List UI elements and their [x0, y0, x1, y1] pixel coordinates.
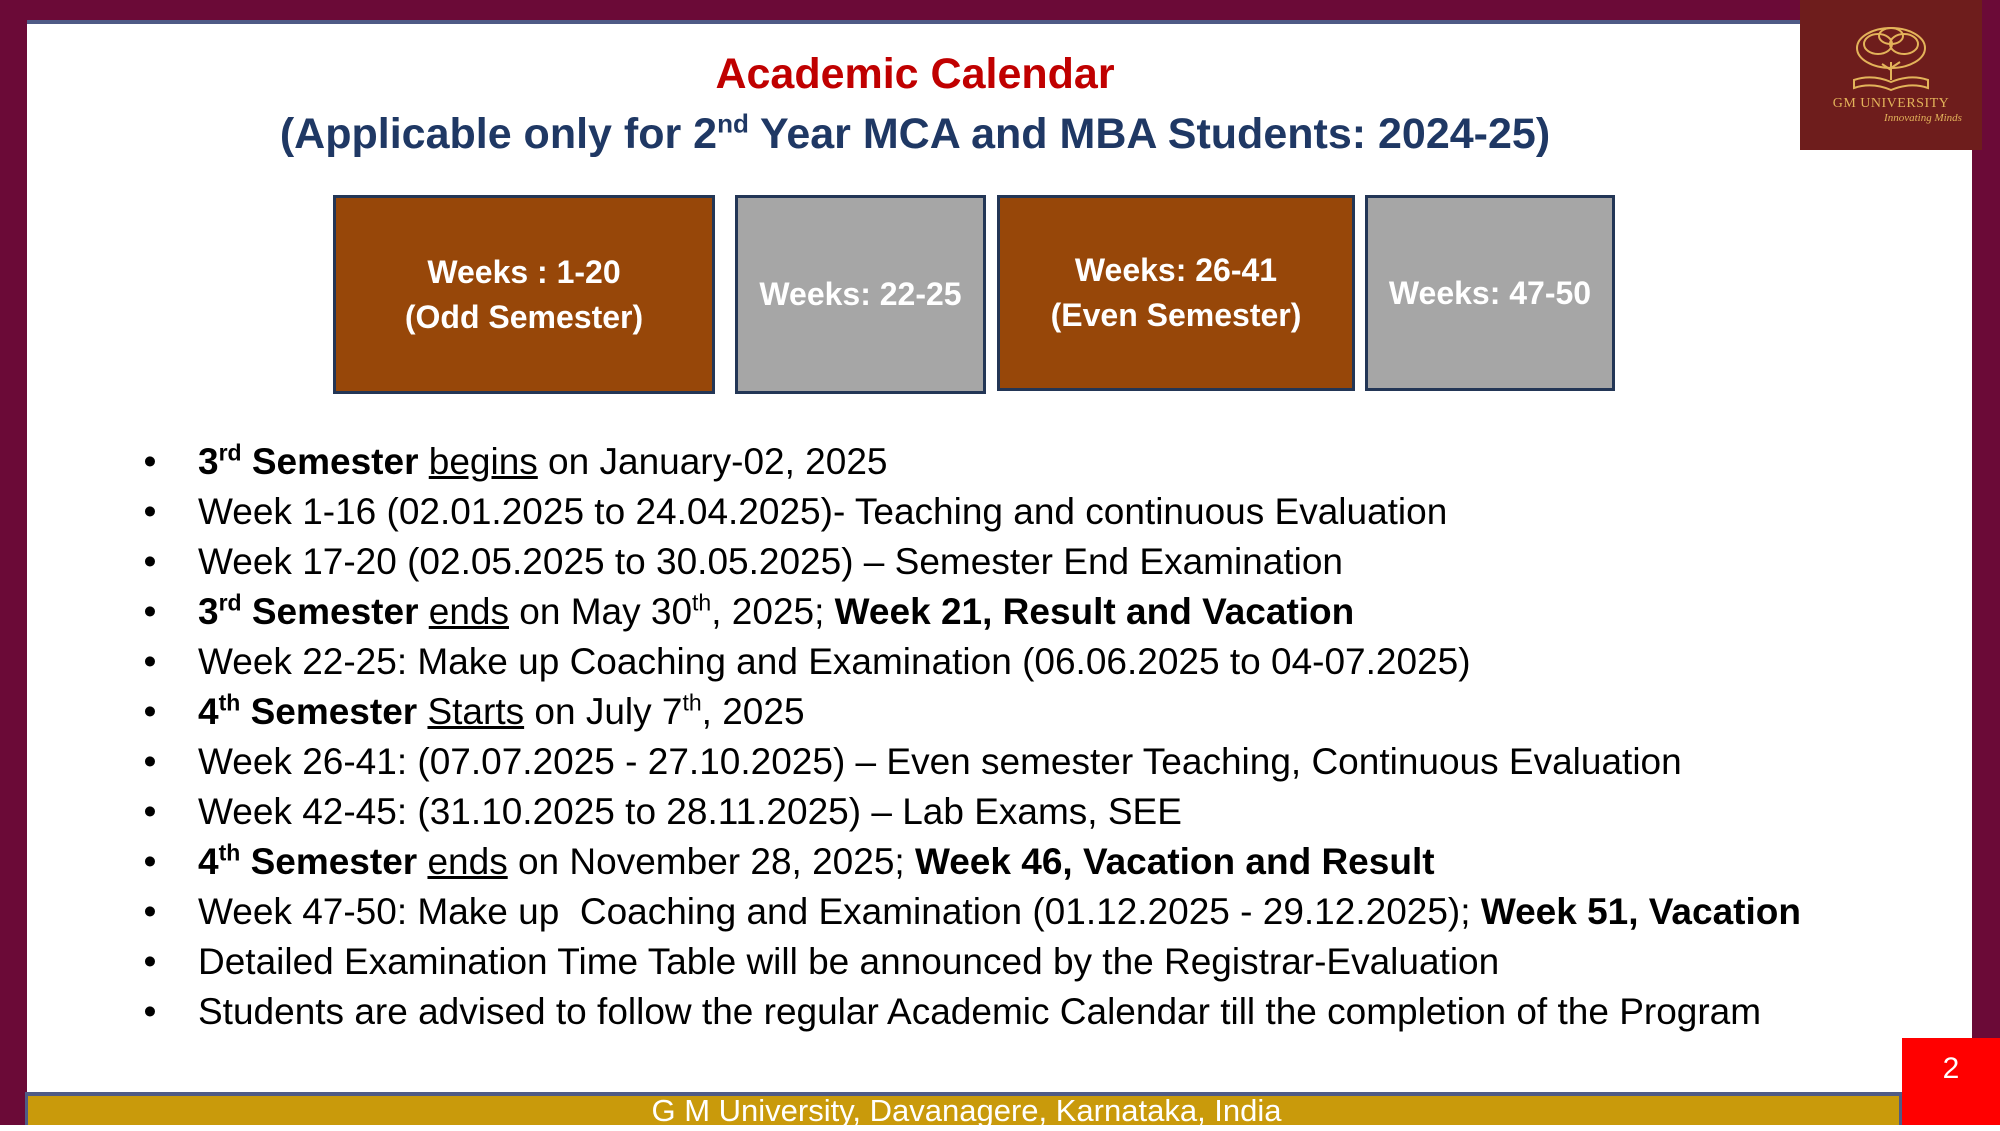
right-frame-bar	[1972, 0, 2000, 1045]
list-item: • Week 17-20 (02.05.2025 to 30.05.2025) – Semester End Examination	[143, 541, 1343, 582]
list-item: • Detailed Examination Time Table will be announced by the Registrar-Evaluation	[143, 941, 1500, 982]
page-subtitle: (Applicable only for 2nd Year MCA and MBA Students: 2024-25)	[279, 108, 1551, 158]
list-item: • 3rd Semester begins on January-02, 2025	[143, 439, 888, 482]
list-item: • Students are advised to follow the regular Academic Calendar till the completion of the Program	[143, 991, 1762, 1032]
list-item: • Week 47-50: Make up Coaching and Examination (01.12.2025 - 29.12.2025); Week 51, Vacation	[143, 891, 1801, 932]
page-title: Academic Calendar	[715, 50, 1115, 98]
list-item: • Week 26-41: (07.07.2025 - 27.10.2025) – Even semester Teaching, Continuous Evaluation	[143, 741, 1682, 782]
week-box-makeup-1	[735, 195, 986, 394]
top-accent-line	[27, 20, 1802, 24]
list-item: • 3rd Semester ends on May 30th, 2025; Week 21, Result and Vacation	[143, 589, 1355, 632]
week-box-even-semester	[997, 195, 1355, 391]
top-frame-bar	[0, 0, 2000, 20]
week-box-label: (Odd Semester)	[404, 298, 644, 335]
week-box-odd-semester	[333, 195, 715, 394]
week-box-range: Weeks: 47-50	[1388, 274, 1592, 311]
calendar-bullet-list	[140, 437, 1860, 1037]
list-item: • 4th Semester Starts on July 7th, 2025	[143, 689, 805, 732]
list-item: • Week 1-16 (02.01.2025 to 24.04.2025)- Teaching and continuous Evaluation	[143, 491, 1448, 532]
list-item: • 4th Semester ends on November 28, 2025; Week 46, Vacation and Result	[143, 839, 1435, 882]
list-item: • Week 42-45: (31.10.2025 to 28.11.2025) – Lab Exams, SEE	[143, 791, 1182, 832]
page-number-badge: 2	[1902, 1038, 2000, 1125]
left-frame-bar	[0, 0, 27, 1125]
logo-university-name: GM UNIVERSITY	[1832, 96, 1950, 111]
week-box-range: Weeks : 1-20	[427, 253, 621, 290]
footer-text: G M University, Davanagere, Karnataka, India	[651, 1093, 1282, 1128]
week-box-range: Weeks: 26-41	[1074, 252, 1278, 288]
logo-tagline: Innovating Minds	[1884, 112, 1962, 124]
week-box-label: (Even Semester)	[1050, 297, 1302, 333]
list-item: • Week 22-25: Make up Coaching and Examination (06.06.2025 to 04-07.2025)	[143, 641, 1471, 682]
week-box-makeup-2	[1365, 195, 1615, 391]
week-box-range: Weeks: 22-25	[759, 276, 962, 312]
footer-bar	[25, 1092, 1902, 1128]
